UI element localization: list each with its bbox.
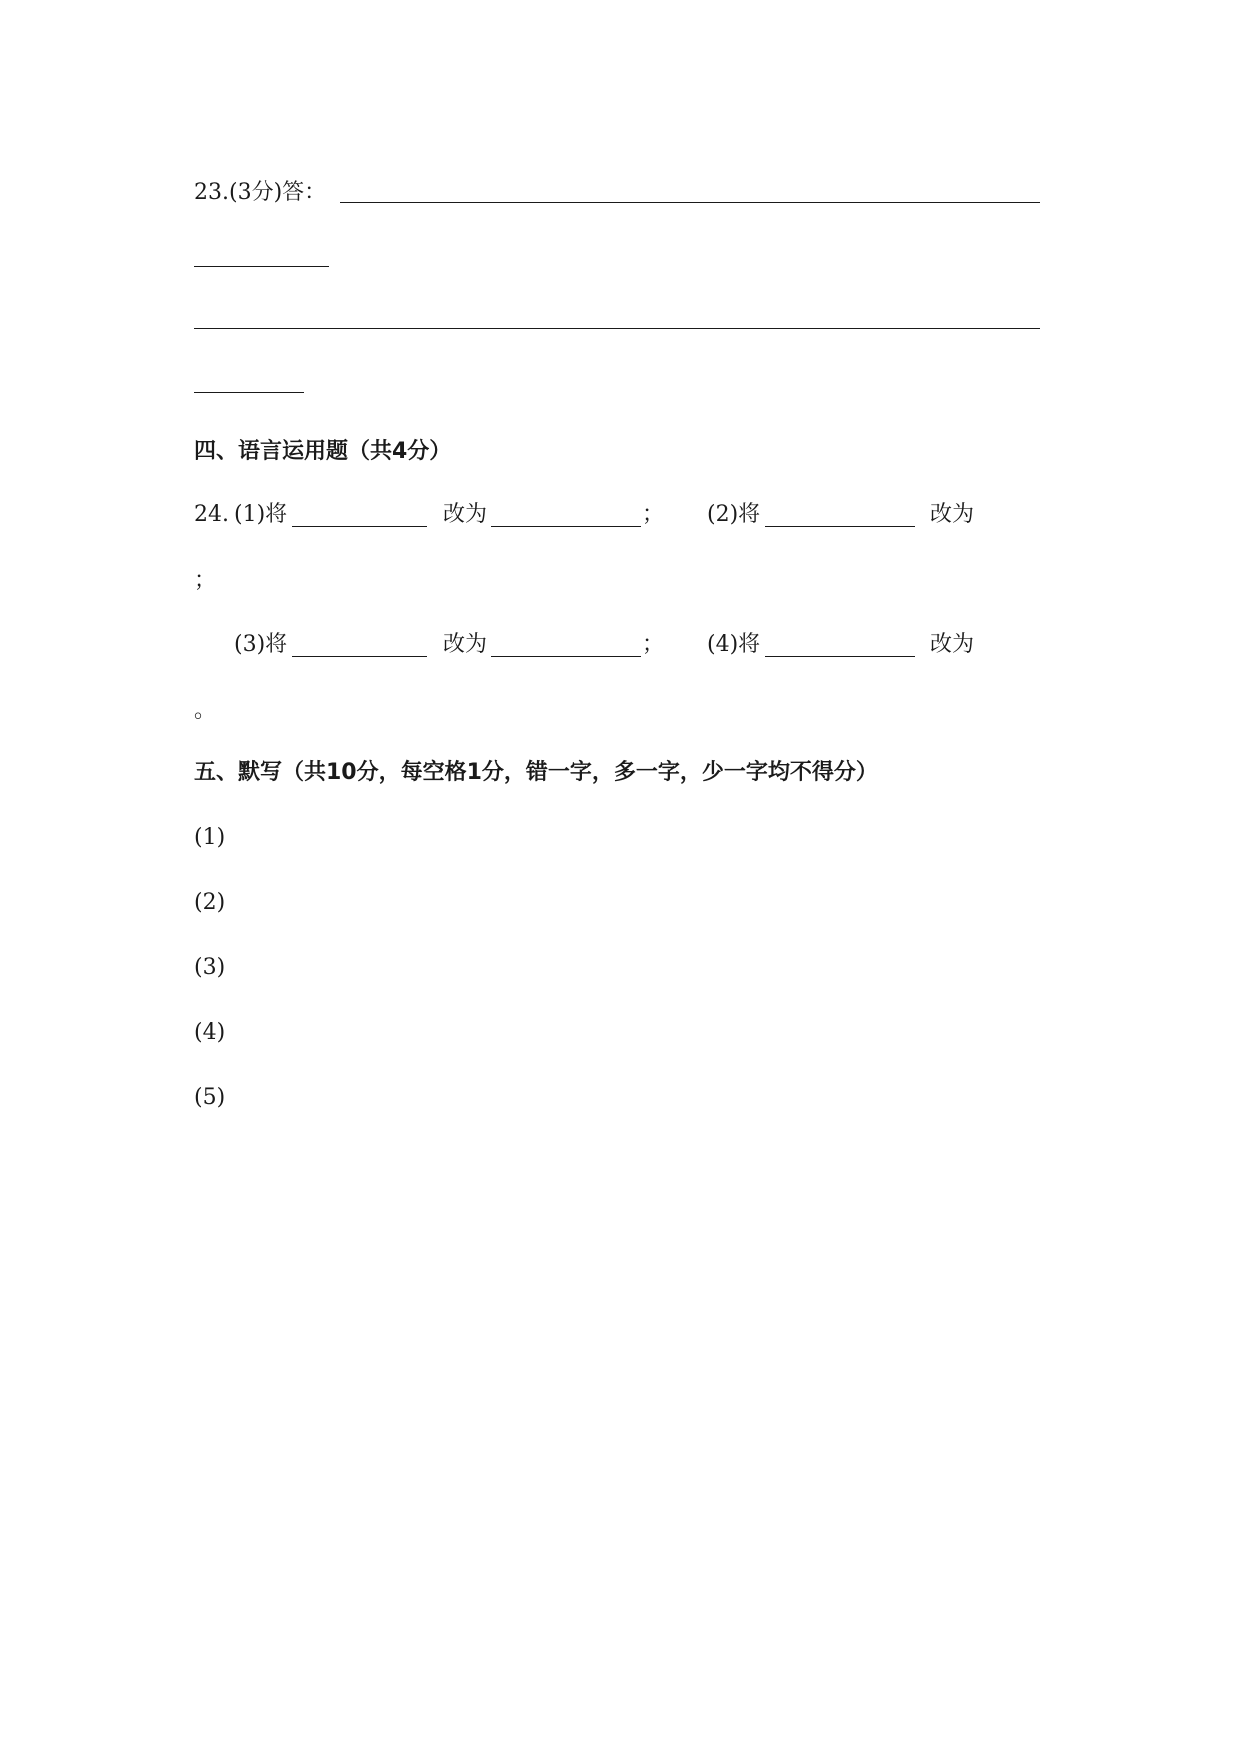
dictation-item-4: (4) bbox=[194, 1020, 226, 1045]
q24-item-4-end: 。 bbox=[194, 698, 217, 723]
q24-item-1-change: 改为 bbox=[443, 502, 488, 527]
q24-item-4-label: (4)将 bbox=[707, 632, 761, 657]
dictation-item-3: (3) bbox=[194, 955, 226, 980]
dictation-item-1: (1) bbox=[194, 825, 226, 850]
q24-item-2-label: (2)将 bbox=[707, 502, 761, 527]
q24-item-2-change: 改为 bbox=[930, 502, 975, 527]
q24-item-3-change: 改为 bbox=[443, 632, 488, 657]
q24-item-1-original-blank[interactable] bbox=[292, 504, 427, 527]
q24-number: 24. bbox=[194, 502, 229, 527]
dictation-item-2: (2) bbox=[194, 890, 226, 915]
q24-item-1-label: (1)将 bbox=[234, 502, 288, 527]
q24-item-1-end: ； bbox=[642, 502, 665, 527]
q23-answer-blank-2[interactable] bbox=[194, 248, 329, 267]
q24-item-4-change: 改为 bbox=[930, 632, 975, 657]
q24-item-3-new-blank[interactable] bbox=[491, 634, 641, 657]
q24-item-2-original-blank[interactable] bbox=[765, 504, 915, 527]
q23-answer-blank-1[interactable] bbox=[340, 184, 1040, 203]
q23-prefix: 23.(3分)答： bbox=[194, 180, 327, 205]
q24-item-3-label: (3)将 bbox=[234, 632, 288, 657]
q23-line-1 bbox=[194, 178, 326, 208]
q24-item-1-new-blank[interactable] bbox=[491, 504, 641, 527]
dictation-item-5: (5) bbox=[194, 1085, 226, 1110]
q24-item-3-end: ； bbox=[642, 632, 665, 657]
q24-item-2-end: ； bbox=[194, 568, 217, 593]
section-5-heading: 五、默写（共10分，每空格1分，错一字，多一字，少一字均不得分） bbox=[194, 760, 878, 785]
q24-item-3-original-blank[interactable] bbox=[292, 634, 427, 657]
section-4-heading: 四、语言运用题（共4分） bbox=[194, 439, 452, 464]
q23-answer-blank-3[interactable] bbox=[194, 310, 1040, 329]
q23-answer-blank-4[interactable] bbox=[194, 374, 304, 393]
q24-item-4-original-blank[interactable] bbox=[765, 634, 915, 657]
